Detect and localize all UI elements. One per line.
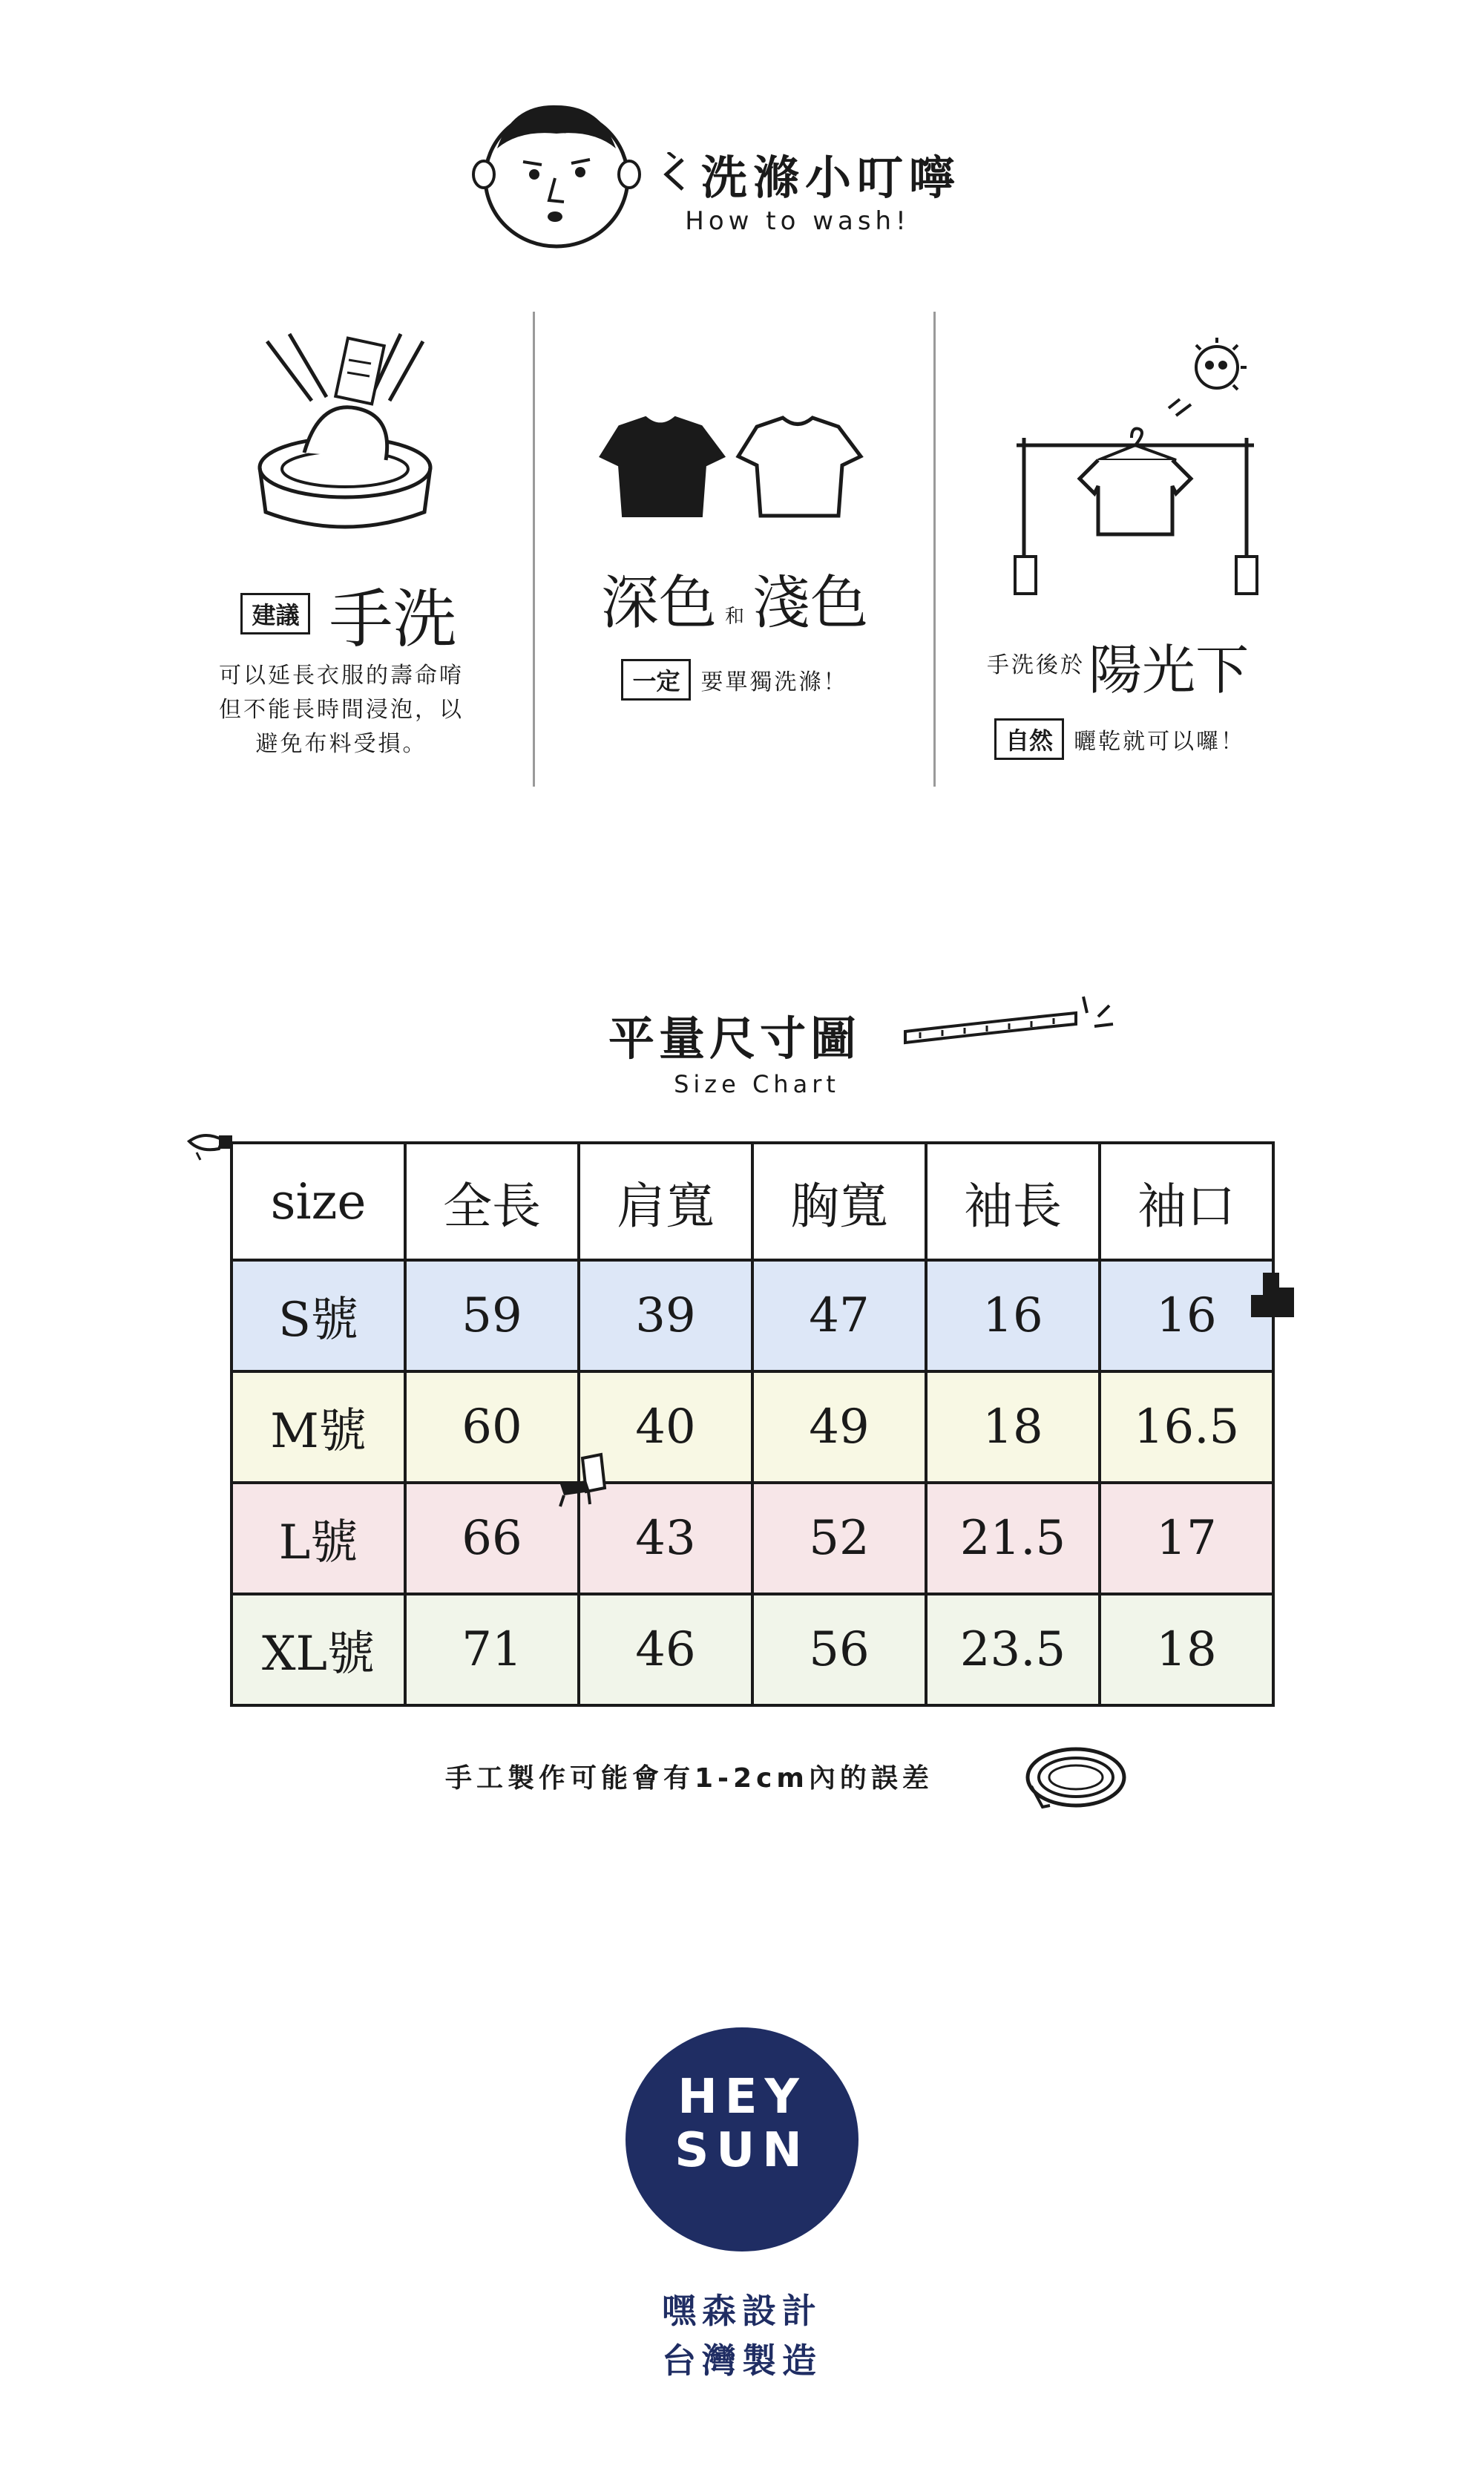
size-label-cell: M號: [232, 1371, 405, 1483]
header-cell: size: [232, 1143, 405, 1260]
chair-icon: [553, 1451, 612, 1510]
table-cell: 16.5: [1100, 1371, 1273, 1483]
table-cell: 56: [752, 1594, 926, 1705]
page-title: 洗滌小叮嚀: [701, 151, 962, 205]
table-cell: 59: [405, 1260, 579, 1371]
brand-origin: 台灣製造: [662, 2341, 822, 2381]
description-line: 但不能長時間浸泡，以: [219, 697, 464, 723]
table-cell: 52: [752, 1483, 926, 1594]
suggest-tag: 建議: [240, 593, 310, 634]
colors-heading: [542, 557, 928, 640]
logo-line: SUN: [674, 2123, 810, 2178]
size-label-cell: L號: [232, 1483, 405, 1594]
table-cell: 47: [752, 1260, 926, 1371]
table-cell: 18: [926, 1371, 1100, 1483]
header-cell: 肩寬: [579, 1143, 752, 1260]
table-row: [232, 1483, 1273, 1594]
table-row: [232, 1371, 1273, 1483]
table-row: [232, 1594, 1273, 1705]
handwash-text: 手洗: [329, 583, 457, 657]
handwash-illustration: [245, 327, 445, 542]
speech-marks-icon: [653, 152, 697, 204]
table-cell: 23.5: [926, 1594, 1100, 1705]
light-color-text: 淺色: [752, 570, 869, 637]
after-wash-text: 手洗後於: [987, 652, 1085, 678]
table-cell: 39: [579, 1260, 752, 1371]
brand-name: 嘿森設計: [662, 2291, 822, 2331]
table-cell: 18: [1100, 1594, 1273, 1705]
size-note: 手工製作可能會有1-2cm內的誤差: [445, 1763, 933, 1794]
table-cell: 71: [405, 1594, 579, 1705]
tape-roll-icon: [1020, 1740, 1132, 1814]
face-illustration: [467, 89, 646, 252]
table-header-row: [232, 1143, 1273, 1260]
size-chart-subtitle: Size Chart: [674, 1070, 840, 1098]
drying-rack-illustration: [1002, 334, 1269, 601]
table-cell: 17: [1100, 1483, 1273, 1594]
dark-color-text: 深色: [600, 570, 717, 637]
header-cell: 袖長: [926, 1143, 1100, 1260]
size-label-cell: S號: [232, 1260, 405, 1371]
separate-wash-text: 要單獨洗滌！: [700, 669, 848, 695]
sun-dry-heading: [987, 627, 1298, 704]
header-cell: 袖口: [1100, 1143, 1273, 1260]
table-cell: 16: [926, 1260, 1100, 1371]
table-cell: 43: [579, 1483, 752, 1594]
table-cell: 21.5: [926, 1483, 1100, 1594]
table-cell: 66: [405, 1483, 579, 1594]
natural-dry-line: [994, 718, 1306, 760]
column-divider: [533, 312, 535, 787]
logo-line: HEY: [677, 2070, 807, 2125]
header-cell: 胸寬: [752, 1143, 926, 1260]
handwash-description: [200, 659, 482, 761]
size-label-cell: XL號: [232, 1594, 405, 1705]
table-cell: 49: [752, 1371, 926, 1483]
description-line: 避免布料受損。: [255, 731, 427, 757]
table-row: [232, 1260, 1273, 1371]
brand-logo-text: [626, 2070, 858, 2177]
podium-icon: [1248, 1265, 1300, 1325]
sunlight-text: 陽光下: [1089, 639, 1250, 701]
and-text: 和: [724, 606, 744, 628]
size-chart-title: 平量尺寸圖: [608, 1011, 861, 1066]
must-tag: 一定: [621, 659, 691, 701]
table-cell: 60: [405, 1371, 579, 1483]
table-cell: 16: [1100, 1260, 1273, 1371]
handwash-heading: [223, 568, 475, 660]
natural-tag: 自然: [994, 718, 1064, 760]
table-cell: 40: [579, 1371, 752, 1483]
description-line: 可以延長衣服的壽命唷: [219, 663, 464, 689]
column-divider: [933, 312, 936, 787]
table-cell: 46: [579, 1594, 752, 1705]
header-cell: 全長: [405, 1143, 579, 1260]
separate-wash-line: [542, 659, 928, 701]
size-table: [230, 1141, 1275, 1707]
tape-measure-icon: [898, 991, 1120, 1050]
shirts-illustration: [590, 412, 887, 523]
natural-dry-text: 曬乾就可以囉！: [1074, 729, 1246, 755]
page-subtitle: How to wash!: [685, 206, 910, 236]
